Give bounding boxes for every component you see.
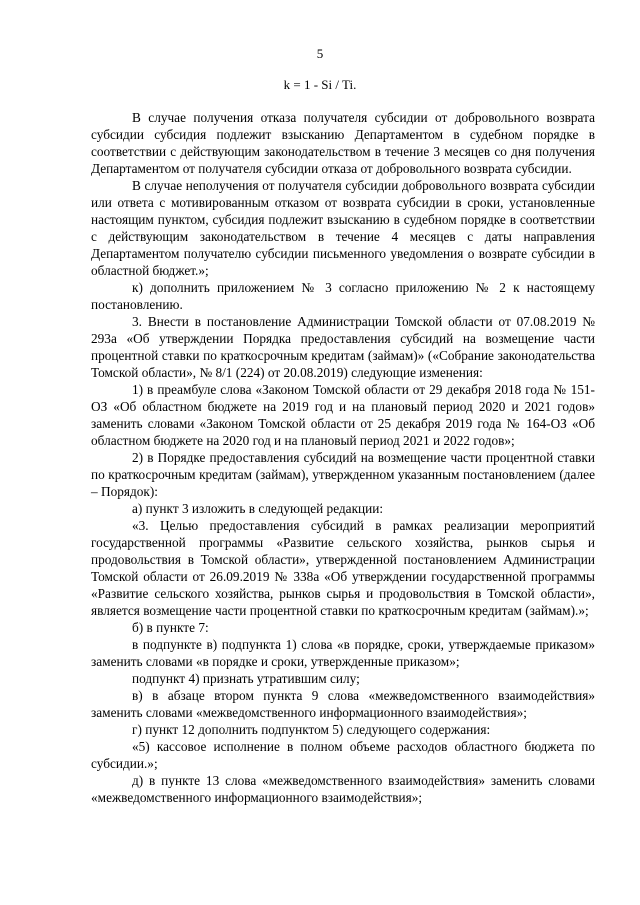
paragraph-refusal-recovery: В случае получения отказа получателя субсидии от добровольного возврата субсидии субсидия подлежит взысканию Департаментом в судебном порядке в соответствии с действующим законодательством в течение 3 месяцев со дня получения Департаментом от получателя субсидии отказа от добровольного возврата субсидии. — [91, 110, 595, 176]
formula: k = 1 - Si / Ti. — [283, 77, 357, 92]
paragraph-subitem-g: г) пункт 12 дополнить подпунктом 5) следующего содержания: — [132, 722, 491, 737]
paragraph-subitem-a: а) пункт 3 изложить в следующей редакции: — [132, 501, 384, 516]
paragraph-subitem-b-repeal: подпункт 4) признать утратившим силу; — [132, 671, 360, 686]
paragraph-subitem-b: б) в пункте 7: — [132, 620, 209, 635]
page-number: 5 — [316, 46, 324, 61]
paragraph-subitem-d: д) в пункте 13 слова «межведомственного взаимодействия» заменить словами «межведомственного информационного взаимодействия»; — [91, 773, 595, 805]
document-body — [91, 109, 595, 806]
paragraph-subitem-b-change: в подпункте в) подпункта 1) слова «в порядке, сроки, утверждаемые приказом» заменить словами «в порядке и сроки, утвержденные приказом»; — [91, 637, 595, 669]
paragraph-subitem-1: 1) в преамбуле слова «Законом Томской области от 29 декабря 2018 года № 151-ОЗ «Об областном бюджете на 2019 год и на плановый период 2020 и 2021 годов» заменить словами «Законом Томской области от 25 декабря 2019 года № 164-ОЗ «Об областном бюджете на 2020 год и на плановый период 2021 и 2022 годов»; — [91, 382, 595, 448]
paragraph-subitem-2: 2) в Порядке предоставления субсидий на возмещение части процентной ставки по краткосрочным кредитам (займам), утвержденном указанным постановлением (далее – Порядок): — [91, 450, 595, 499]
paragraph-subitem-v: в) в абзаце втором пункта 9 слова «межведомственного взаимодействия» заменить словами «межведомственного информационного взаимодействия»; — [91, 688, 595, 720]
paragraph-item-3: 3. Внести в постановление Администрации Томской области от 07.08.2019 № 293а «Об утверждении Порядка предоставления субсидий на возмещение части процентной ставки по краткосрочным кредитам (займам)» («Собрание законодательства Томской области», № 8/1 (224) от 20.08.2019) следующие изменения: — [91, 314, 595, 380]
paragraph-item-k: к) дополнить приложением № 3 согласно приложению № 2 к настоящему постановлению. — [91, 280, 595, 312]
paragraph-non-receipt-recovery: В случае неполучения от получателя субсидии добровольного возврата субсидии или ответа с мотивированным отказом от возврата субсидии в сроки, установленные настоящим пунктом, субсидия подлежит взысканию в судебном порядке в соответствии с действующим законодательством в течение 4 месяцев с даты направления Департаментом получателю субсидии письменного уведомления о возврате субсидии в областной бюджет.»; — [91, 178, 595, 278]
paragraph-item-3-new-text: «3. Целью предоставления субсидий в рамках реализации мероприятий государственной программы «Развитие сельского хозяйства, рынков сырья и продовольствия в Томской области», утвержденной постановлением Администрации Томской области от 26.09.2019 № 338а «Об утверждении государственной программы «Развитие сельского хозяйства, рынков сырья и продовольствия в Томской области», является возмещение части процентной ставки по краткосрочным кредитам (займам).»; — [91, 518, 595, 618]
paragraph-subitem-g-text: «5) кассовое исполнение в полном объеме расходов областного бюджета по субсидии.»; — [91, 739, 595, 771]
